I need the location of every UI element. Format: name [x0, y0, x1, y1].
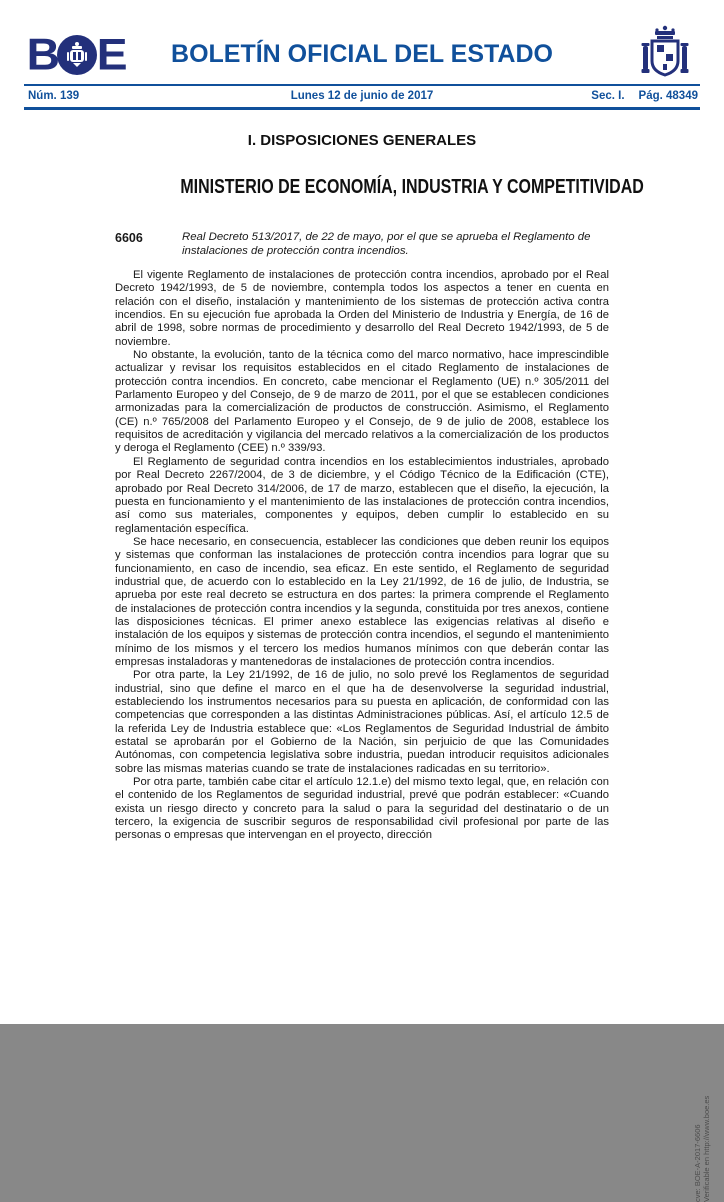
ministry-heading [115, 175, 644, 199]
header-info-row [24, 89, 700, 106]
ministry-heading-text: MINISTERIO DE ECONOMÍA, INDUSTRIA Y COMPETITIVIDAD [180, 175, 644, 198]
disposition-title: Real Decreto 513/2017, de 22 de mayo, por el que se aprueba el Reglamento de instalaciones de protección contra incendios. [182, 231, 591, 257]
paragraph: El vigente Reglamento de instalaciones de protección contra incendios, aprobado por el Real Decreto 1942/1993, de 5 de noviembre, contempla todos los aspectos a tener en cuenta en relación con el diseño, instalación y mantenimiento de los sistemas de protección activa contra incendios. En su ejecución fue aprobada la Orden del Ministerio de Industria y Energía, de 16 de abril de 1998, sobre normas de procedimiento y desarrollo del Real Decreto 1942/1993, de 5 de noviembre. [115, 269, 609, 348]
header-rule-bottom [24, 107, 700, 110]
issue-date: Lunes 12 de junio de 2017 [290, 90, 434, 102]
disposition-header [115, 230, 609, 258]
spain-coat-of-arms-icon [640, 24, 690, 91]
paragraph: Por otra parte, también cabe citar el artículo 12.1.e) del mismo texto legal, que, en relación con el contenido de los Reglamentos de seguridad industrial, prevé que podrán establecer: «Cuando exista un riesgo directo y concreto para la salud o para la seguridad del destinatario o de un tercero, la exigencia de suscribir seguros de responsabilidad civil profesional por parte de las personas o empresas que intervengan en el proyecto, dirección [115, 776, 609, 842]
paragraph: Se hace necesario, en consecuencia, establecer las condiciones que deben reunir los equipos y sistemas que conforman las instalaciones de protección contra incendios para lograr que su funcionamiento, en caso de incendio, sea eficaz. En este sentido, el Reglamento de seguridad industrial que, de acuerdo con lo establecido en la Ley 21/1992, de 16 de julio, de Industria, se aprueba por este real decreto se estructura en dos partes: la primera comprende el Reglamento de instalaciones de protección contra incendios y la segunda, constituida por tres anexos, contiene las disposiciones técnicas. El primer anexo establece las exigencias relativas al diseño e instalación de los equipos y sistemas de protección contra incendios, el segundo el mantenimiento mínimo de los mismos y el tercero los medios humanos mínimos con que deberán contar las empresas instaladoras y mantenedoras de instalaciones de protección contra incendios. [115, 535, 609, 668]
section-page-group [591, 90, 698, 102]
paragraph: El Reglamento de seguridad contra incendios en los establecimientos industriales, aprobado por Real Decreto 2267/2004, de 3 de diciembre, y el Código Técnico de la Edificación (CTE), aprobado por Real Decreto 314/2006, de 17 de marzo, establecen que el diseño, la ejecución, la puesta en funcionamiento y el mantenimiento de las instalaciones de protección contra incendios, así como sus materiales, componentes y equipos, deben cumplir lo establecido en su reglamentación específica. [115, 455, 609, 535]
cve-verify-url: Verificable en http://www.boe.es [702, 1095, 711, 1202]
document-content [115, 126, 644, 843]
disposition-number: 6606 [115, 231, 143, 245]
section-heading: I. DISPOSICIONES GENERALES [247, 132, 477, 149]
section-label: Sec. I. [591, 90, 625, 102]
paragraph: Por otra parte, la Ley 21/1992, de 16 de julio, no solo prevé los Reglamentos de seguridad industrial, sino que define el marco en el que ha de desenvolverse la seguridad industrial, estableciendo los instrumentos necesarios para su puesta en aplicación, de conformidad con las competencias que corresponden a las distintas Administraciones públicas. Así, el artículo 12.5 de la referida Ley de Industria establece que: «Los Reglamentos de Seguridad Industrial de ámbito estatal se aprobarán por el Gobierno de la Nación, sin perjuicio de que las Comunidades Autónomas, con competencia legislativa sobre industria, puedan introducir requisitos adicionales sobre las mismas materias cuando se trate de instalaciones radicadas en su territorio». [115, 669, 609, 775]
cve-vertical-text [693, 1016, 712, 1202]
paragraph: No obstante, la evolución, tanto de la técnica como del marco normativo, hace imprescindible actualizar y revisar los requisitos establecidos en el citado Reglamento de instalaciones de protección contra incendios. En concreto, cabe mencionar el Reglamento (UE) n.º 305/2011 del Parlamento Europeo y del Consejo, de 9 de marzo de 2011, por el que se establecen condiciones armonizadas para la comercialización de productos de construcción. Asimismo, el Reglamento (CE) n.º 765/2008 del Parlamento Europeo y el Consejo, de 9 de julio de 2008, establece los requisitos de acreditación y vigilancia del mercado relativos a la comercialización de los productos y deroga el Reglamento (CEE) n.º 339/93. [115, 349, 609, 455]
page-number: Pág. 48349 [638, 90, 698, 102]
boe-logo-letter-e: E [97, 29, 126, 80]
boe-logo-letter-b: B [26, 29, 58, 80]
header-rule-top [24, 84, 700, 86]
issue-number: Núm. 139 [28, 90, 80, 102]
masthead [24, 28, 700, 84]
masthead-title: BOLETÍN OFICIAL DEL ESTADO [171, 40, 553, 68]
body-text [115, 269, 609, 843]
cve-code: cve: BOE-A-2017-6606 [693, 1124, 702, 1202]
